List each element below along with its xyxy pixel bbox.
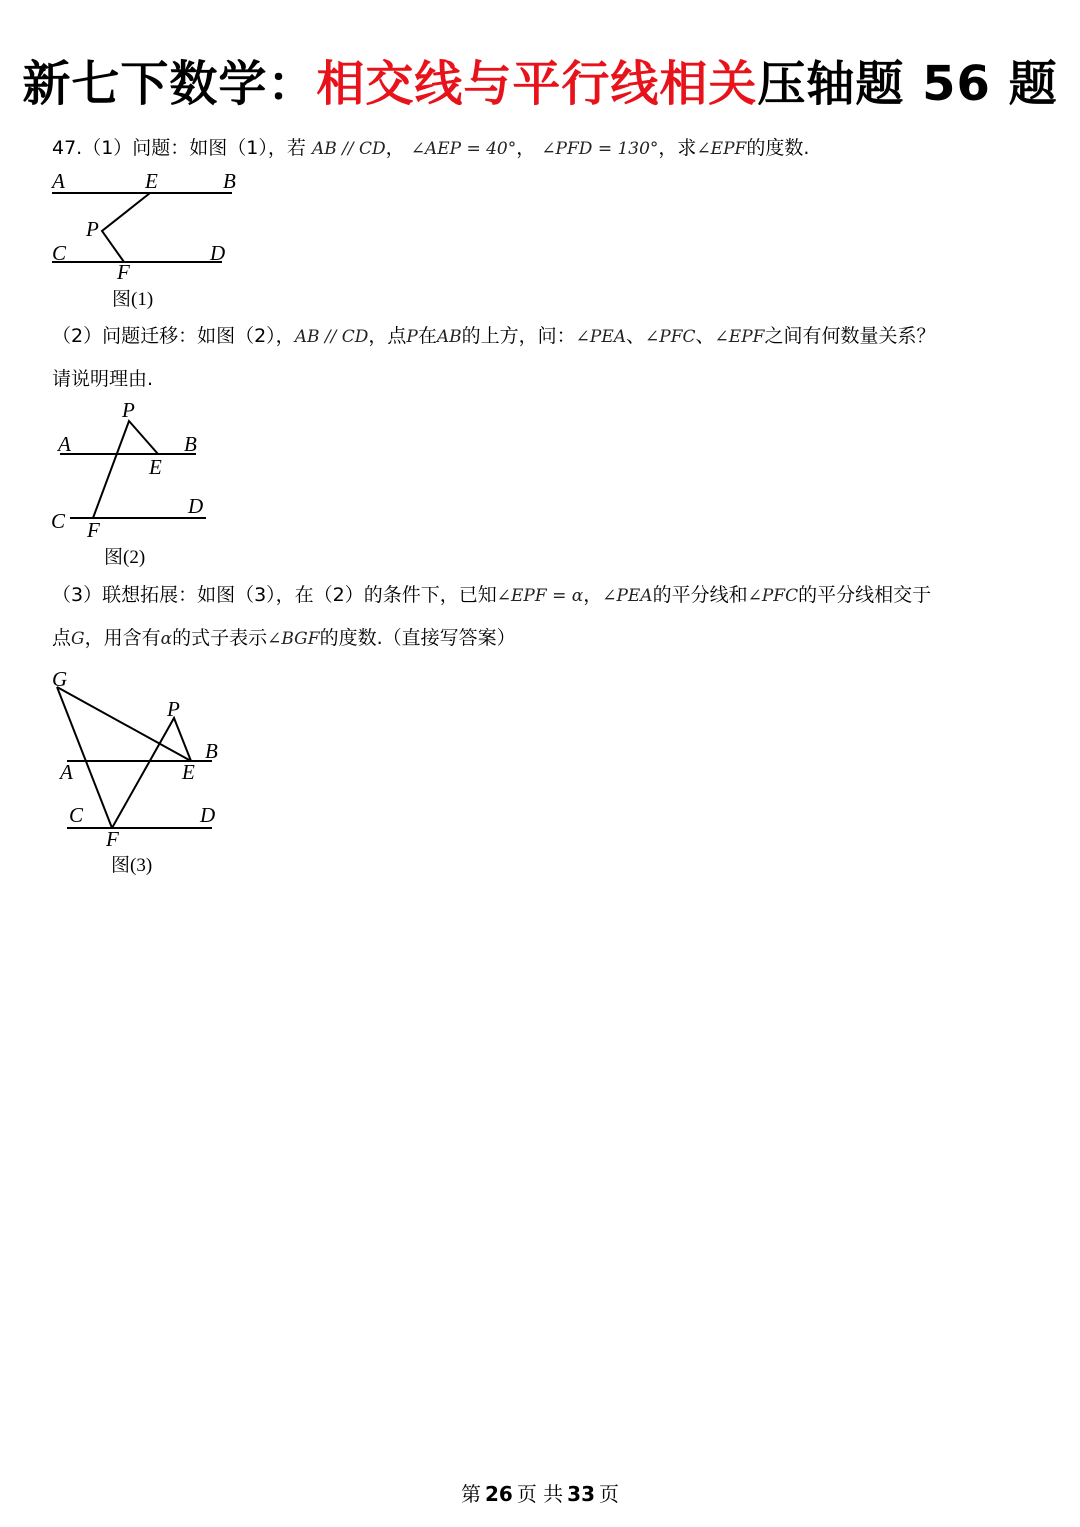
part3-text: 的平分线相交于 xyxy=(798,584,932,606)
math-angle-aep: ∠AEP = 40° xyxy=(410,139,517,159)
math-ab-parallel-cd: AB // CD xyxy=(311,139,386,159)
fig1-label-c: C xyxy=(52,241,67,265)
punct: ， xyxy=(583,584,603,606)
fig1-label-f: F xyxy=(117,260,130,284)
part1-end: 的度数. xyxy=(746,137,810,159)
punct: ， xyxy=(516,137,536,159)
math-angle-pea: ∠PEA xyxy=(602,586,653,606)
math-angle-epf-alpha: ∠EPF = α xyxy=(496,586,584,606)
fig1-caption: 图(1) xyxy=(112,289,154,310)
math-angle-epf: ∠EPF xyxy=(696,139,747,159)
fig2-label-f: F xyxy=(87,518,100,542)
bisector-gf xyxy=(57,687,112,828)
part2-end: 之间有何数量关系？ xyxy=(764,325,936,347)
fig3-label-b: B xyxy=(205,739,218,763)
fig2-label-e: E xyxy=(149,455,162,479)
fig2-label-d: D xyxy=(188,494,204,518)
segment-fpe xyxy=(112,718,191,828)
part3-text: 点 xyxy=(52,627,72,649)
fig1-label-p: P xyxy=(86,217,99,241)
part1-label: （1）问题：如图（1），若 xyxy=(82,137,306,159)
punct: 、 xyxy=(626,325,646,347)
part3-text: ，用含有 xyxy=(84,627,161,649)
fig2-caption: 图(2) xyxy=(104,547,146,568)
fig1-label-d: D xyxy=(210,241,226,265)
fig3-label-e: E xyxy=(182,760,195,784)
fig3-label-a: A xyxy=(60,760,73,784)
total-pages: 33 xyxy=(567,1482,596,1506)
part2-text: 的上方，问： xyxy=(461,325,576,347)
fig3-label-c: C xyxy=(69,803,84,827)
part2-label: （2）问题迁移：如图（2）， xyxy=(52,325,295,347)
fig2-label-c: C xyxy=(51,509,66,533)
footer-text: 页 共 xyxy=(516,1482,564,1506)
fig1-label-b: B xyxy=(223,169,236,193)
math-point-g: G xyxy=(71,629,85,649)
fig1-label-e: E xyxy=(145,169,158,193)
math-angle-epf: ∠EPF xyxy=(714,327,765,347)
footer-text: 第 xyxy=(460,1482,481,1506)
math-angle-pea: ∠PEA xyxy=(575,327,627,347)
math-angle-pfc: ∠PFC xyxy=(747,586,799,606)
current-page-number: 26 xyxy=(484,1482,513,1506)
math-ab-parallel-cd: AB // CD xyxy=(294,327,369,347)
fig2-label-a: A xyxy=(58,432,71,456)
figure-1 xyxy=(52,193,232,262)
fig2-label-b: B xyxy=(184,432,197,456)
part3-end: 的度数.（直接写答案） xyxy=(319,627,516,649)
punct: ， xyxy=(385,137,405,159)
fig1-label-a: A xyxy=(52,169,65,193)
math-angle-pfc: ∠PFC xyxy=(645,327,696,347)
math-alpha: α xyxy=(160,629,173,649)
question-number: 47. xyxy=(52,137,83,159)
fig3-caption: 图(3) xyxy=(111,855,153,876)
fig3-label-f: F xyxy=(106,827,119,851)
fig3-label-p: P xyxy=(167,697,180,721)
title-suffix: 压轴题 56 题 xyxy=(757,56,1058,112)
math-angle-pfd: ∠PFD = 130° xyxy=(541,139,659,159)
title-prefix: 新七下数学： xyxy=(22,56,317,112)
page-footer xyxy=(0,1478,1080,1507)
fig2-label-p: P xyxy=(122,398,135,422)
segment-epf xyxy=(102,193,150,262)
footer-text: 页 xyxy=(599,1482,620,1506)
fig3-label-d: D xyxy=(200,803,216,827)
part3-text: 的平分线和 xyxy=(652,584,748,606)
question-part2-line2: 请说明理由. xyxy=(52,368,154,390)
punct: 、 xyxy=(695,325,715,347)
math-angle-bgf: ∠BGF xyxy=(267,629,320,649)
fig3-label-g: G xyxy=(52,667,68,691)
part2-text: ，点 xyxy=(368,325,407,347)
part2-text: 在 xyxy=(417,325,437,347)
part3-text: 的式子表示 xyxy=(172,627,268,649)
title-highlight: 相交线与平行线相关 xyxy=(316,56,758,112)
part1-ask: ，求 xyxy=(658,137,697,159)
math-ab: AB xyxy=(436,327,462,347)
math-point-p: P xyxy=(406,327,418,347)
part3-label: （3）联想拓展：如图（3），在（2）的条件下，已知 xyxy=(52,584,497,606)
